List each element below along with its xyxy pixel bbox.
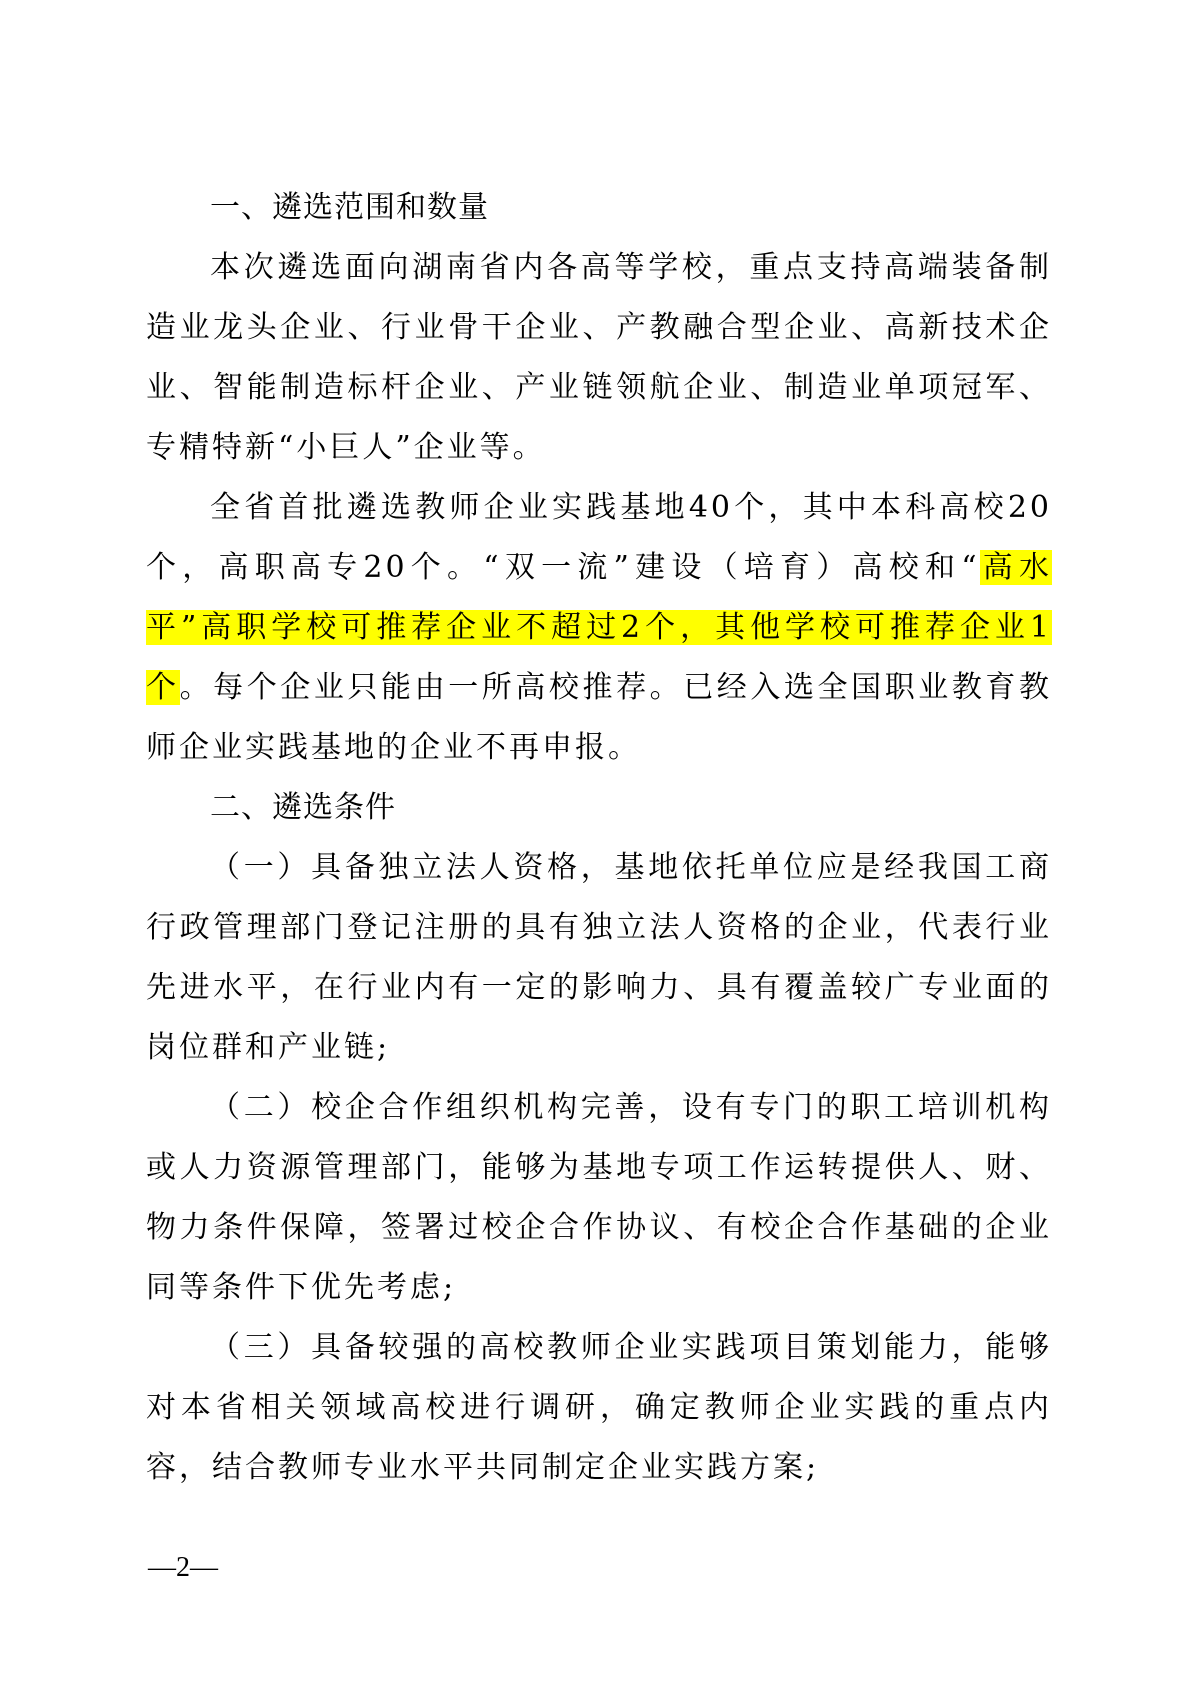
paragraph-scope-intro: 本次遴选面向湖南省内各高等学校，重点支持高端装备制造业龙头企业、行业骨干企业、产教融合型企业、高新技术企业、智能制造标杆企业、产业链领航企业、制造业单项冠军、专精特新“小巨人”企业等。 [146,250,1052,465]
condition-item-1: （一）具备独立法人资格，基地依托单位应是经我国工商行政管理部门登记注册的具有独立法人资格的企业，代表行业先进水平，在行业内有一定的影响力、具有覆盖较广专业面的岗位群和产业链; [146,850,1052,1065]
condition-item-3: （三）具备较强的高校教师企业实践项目策划能力，能够对本省相关领域高校进行调研，确定教师企业实践的重点内容，结合教师专业水平共同制定企业实践方案; [146,1330,1052,1485]
document-body [146,178,1052,1498]
paragraph-quota [146,478,1052,778]
section-heading-conditions: 二、遴选条件 [210,790,396,825]
condition-item-2: （二）校企合作组织机构完善，设有专门的职工培训机构或人力资源管理部门，能够为基地专项工作运转提供人、财、物力条件保障，签署过校企合作协议、有校企合作基础的企业同等条件下优先考虑; [146,1090,1052,1305]
quota-text-after: 。每个企业只能由一所高校推荐。已经入选全国职业教育教师企业实践基地的企业不再申报。 [146,670,1053,765]
page-number: —2— [148,1552,218,1583]
quota-text-before: 全省首批遴选教师企业实践基地40个，其中本科高校20个，高职高专20个。“双一流”建设（培育）高校和“ [146,490,1052,585]
highlighted-text: 高水平”高职学校可推荐企业不超过2个，其他学校可推荐企业1个 [146,550,1053,705]
section-heading-scope: 一、遴选范围和数量 [210,190,489,225]
